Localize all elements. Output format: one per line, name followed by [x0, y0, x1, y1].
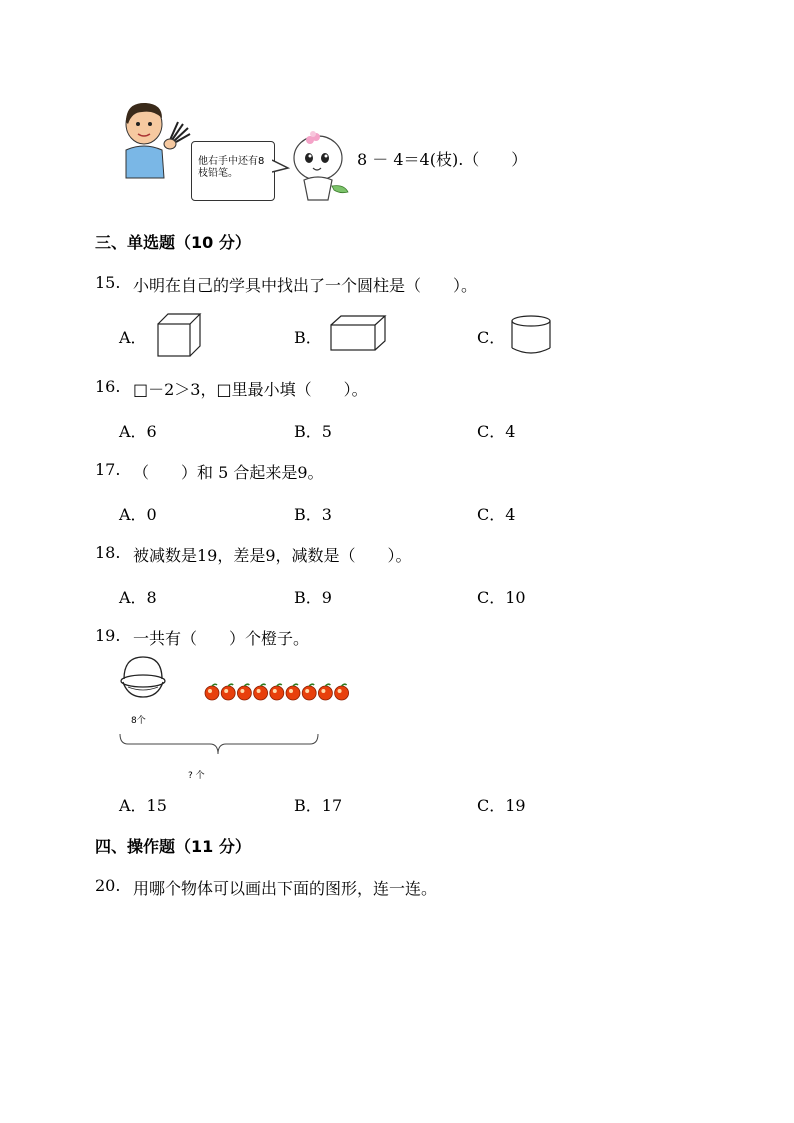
q18-text: 被减数是19，差是9，减数是（ ）。	[133, 546, 412, 565]
total-brace	[118, 732, 322, 762]
q16-option-c[interactable]: C．4	[477, 422, 516, 441]
cuboid-icon	[329, 314, 387, 352]
section-4-title: 四、操作题（11 分）	[95, 837, 251, 856]
orange-row	[204, 683, 352, 701]
orange-icon	[237, 684, 251, 700]
cube-icon	[156, 312, 202, 358]
q14-equation: 8 － 4＝4(枝).（ ）	[357, 150, 528, 169]
q17-text: （ ）和 5 合起来是9。	[133, 463, 324, 482]
basket-count-label: 8个	[131, 716, 146, 726]
q18-option-a[interactable]: A．8	[119, 588, 157, 607]
q15-option-b[interactable]	[294, 325, 322, 348]
orange-icon	[254, 684, 268, 700]
q20-text: 用哪个物体可以画出下面的图形，连一连。	[133, 879, 438, 898]
orange-icon	[221, 684, 235, 700]
q16-text: □－2＞3，□里最小填（ ）。	[133, 380, 368, 399]
option-label: C．	[477, 328, 506, 347]
q15-option-a[interactable]	[119, 325, 147, 348]
orange-icon	[286, 684, 300, 700]
q19-number: 19.	[95, 626, 121, 645]
orange-icon	[270, 684, 284, 700]
orange-icon	[335, 684, 349, 700]
q18-number: 18.	[95, 543, 121, 562]
q17-option-a[interactable]: A．0	[119, 505, 157, 524]
q17-option-c[interactable]: C．4	[477, 505, 516, 524]
q19-text: 一共有（ ）个橙子。	[133, 629, 310, 648]
q20-number: 20.	[95, 876, 121, 895]
option-label: A．	[119, 328, 147, 347]
cartoon-character-illustration	[288, 128, 352, 206]
basket-icon	[118, 655, 168, 701]
q19-option-a[interactable]: A．15	[119, 796, 167, 815]
speech-bubble	[191, 141, 275, 201]
orange-icon	[318, 684, 332, 700]
option-label: B．	[294, 328, 322, 347]
q16-number: 16.	[95, 377, 121, 396]
orange-icon	[205, 684, 219, 700]
q16-option-b[interactable]: B．5	[294, 422, 332, 441]
q18-option-b[interactable]: B．9	[294, 588, 332, 607]
q19-option-b[interactable]: B．17	[294, 796, 343, 815]
q16-option-a[interactable]: A．6	[119, 422, 157, 441]
cylinder-icon	[509, 313, 553, 355]
orange-icon	[302, 684, 316, 700]
q15-option-c[interactable]	[477, 325, 505, 348]
q15-number: 15.	[95, 273, 121, 292]
q15-text: 小明在自己的学具中找出了一个圆柱是（ ）。	[133, 276, 478, 295]
q17-option-b[interactable]: B．3	[294, 505, 332, 524]
boy-illustration	[118, 100, 193, 182]
speech-bubble-text: 他右手中还有8枝铅笔。	[198, 156, 265, 179]
section-3-title: 三、单选题（10 分）	[95, 233, 251, 252]
total-unknown-label: ? 个	[188, 771, 205, 781]
q17-number: 17.	[95, 460, 121, 479]
q18-option-c[interactable]: C．10	[477, 588, 526, 607]
q19-option-c[interactable]: C．19	[477, 796, 526, 815]
